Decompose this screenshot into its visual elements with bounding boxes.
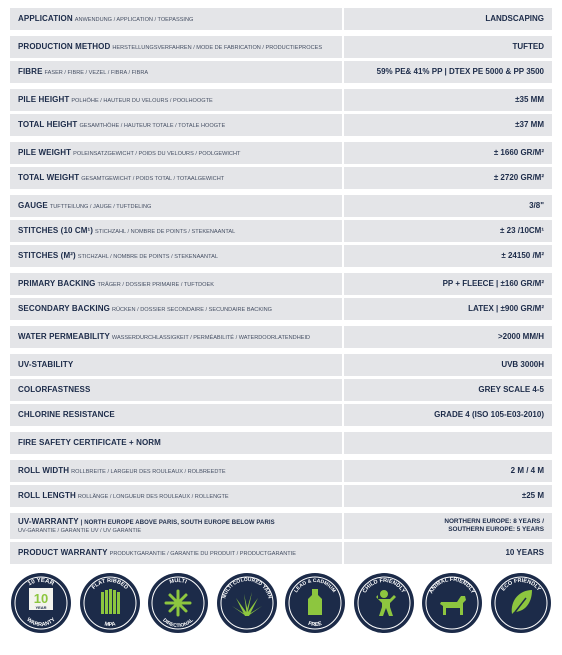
spec-label-translation: ROLLBREITE / LARGEUR DES ROULEAUX / ROLBREEDTE: [71, 469, 226, 475]
spec-value: 2 M / 4 M: [510, 466, 544, 475]
spec-row-uv-stability: [10, 354, 552, 376]
spec-label: [10, 279, 342, 289]
spec-label: [10, 438, 342, 448]
spec-label: [10, 491, 342, 501]
spec-value: 59% PE& 41% PP | DTEX PE 5000 & PP 3500: [376, 67, 544, 76]
spec-label-text: TOTAL WEIGHT: [18, 173, 80, 182]
spec-label: [10, 120, 342, 130]
spec-label: [10, 385, 342, 395]
spec-label-translation: WASSERDURCHLASSIGKEIT / PERMÉABILITÉ / WATERDOORLATENDHEID: [111, 335, 311, 341]
spec-label-text: STITCHES (10 CM¹): [18, 226, 94, 235]
spec-row-roll-length: [10, 485, 552, 507]
spec-label-translation: STICHZAHL / NOMBRE DE POINTS / STEKENAANTAL: [95, 229, 236, 235]
svg-text:DIRECTIONAL: DIRECTIONAL: [161, 617, 195, 630]
spec-label-translation: TUFTTEILUNG / JAUGE / TUFTDELING: [49, 204, 152, 210]
multi-coloured-yarn-badge-icon: [216, 572, 278, 634]
spec-label-text: FIRE SAFETY CERTIFICATE + NORM: [18, 438, 161, 447]
svg-text:10 YEAR: 10 YEAR: [27, 577, 55, 588]
spec-row-roll-width: [10, 460, 552, 482]
spec-row-gauge: [10, 195, 552, 217]
spec-label-text: PILE HEIGHT: [18, 95, 70, 104]
spec-label-text: GAUGE: [18, 201, 48, 210]
warranty-badge-icon: [10, 572, 72, 634]
spec-label-text: FIBRE: [18, 67, 43, 76]
spec-table: [10, 8, 552, 567]
spec-label: [10, 226, 342, 236]
spec-label-translation: GESAMTHÖHE / HAUTEUR TOTALE / TOTALE HOOGTE: [79, 123, 226, 129]
spec-label-translation: POLEINSATZGEWICHT / POIDS DU VELOURS / POOLGEWICHT: [73, 151, 241, 157]
spec-row-chlorine-resistance: [10, 404, 552, 426]
spec-label-translation: UV-GARANTIE / GARANTIE UV / UV GARANTIE: [18, 527, 142, 534]
spec-value: ± 2720 GR/M²: [493, 173, 544, 182]
spec-row-production-method: [10, 36, 552, 58]
spec-value: ± 23 /10CM¹: [500, 226, 544, 235]
spec-row-water-permeability: [10, 326, 552, 348]
spec-row-pile-weight: [10, 142, 552, 164]
spec-value: 10 YEARS: [505, 548, 544, 557]
spec-label-note: | NORTH EUROPE ABOVE PARIS, SOUTH EUROPE BELOW PARIS: [80, 520, 275, 527]
spec-label-translation: POLHÖHE / HAUTEUR DU VELOURS / POOLHOOGTE: [71, 98, 213, 104]
spec-row-product-warranty: [10, 542, 552, 564]
spec-value: [344, 518, 552, 534]
spec-label-text: PRIMARY BACKING: [18, 279, 96, 288]
spec-label: [10, 517, 342, 534]
spec-label-text: PILE WEIGHT: [18, 148, 72, 157]
spec-row-uv-warranty: [10, 513, 552, 539]
svg-text:FREE: FREE: [307, 620, 324, 629]
spec-row-total-weight: [10, 167, 552, 189]
spec-value: >2000 MM/H: [497, 332, 544, 341]
spec-label-text: UV-STABILITY: [18, 360, 74, 369]
spec-label-text: PRODUCT WARRANTY: [18, 548, 108, 557]
spec-label: [10, 67, 342, 77]
spec-label-text: TOTAL HEIGHT: [18, 120, 78, 129]
spec-label-text: APPLICATION: [18, 14, 73, 23]
spec-row-total-height: [10, 114, 552, 136]
spec-label: [10, 251, 342, 261]
spec-value-line: NORTHERN EUROPE: 8 YEARS /: [444, 518, 544, 525]
spec-label: [10, 173, 342, 183]
spec-label: [10, 360, 342, 370]
spec-row-pile-height: [10, 89, 552, 111]
spec-row-fibre: [10, 61, 552, 83]
spec-value-line: SOUTHERN EUROPE: 5 YEARS: [448, 526, 544, 533]
spec-label-text: WATER PERMEABILITY: [18, 332, 110, 341]
spec-row-primary-backing: [10, 273, 552, 295]
svg-text:ECO FRIENDLY: ECO FRIENDLY: [500, 577, 542, 593]
svg-text:10: 10: [33, 591, 49, 606]
spec-value: PP + FLEECE | ±160 GR/M²: [442, 279, 544, 288]
spec-value: LATEX | ±900 GR/M²: [468, 304, 544, 313]
spec-label: [10, 148, 342, 158]
feature-badges: [10, 568, 552, 638]
spec-label: [10, 42, 342, 52]
eco-friendly-badge-icon: [490, 572, 552, 634]
spec-label-translation: RÜCKEN / DOSSIER SECONDAIRE / SECUNDAIRE BACKING: [111, 307, 273, 313]
spec-label-translation: FASER / FIBRE / VEZEL / FIBRA / FIBRA: [44, 70, 149, 76]
spec-value: ±37 MM: [515, 120, 544, 129]
spec-label-translation: GESAMTGEWICHT / POIDS TOTAL / TOTAALGEWICHT: [81, 176, 225, 182]
spec-value: ± 24150 /M²: [501, 251, 544, 260]
spec-value: ±35 MM: [515, 95, 544, 104]
flat-ribbed-badge-icon: [79, 572, 141, 634]
child-friendly-badge-icon: [353, 572, 415, 634]
spec-label-text: CHLORINE RESISTANCE: [18, 410, 115, 419]
spec-label-translation: TRÄGER / DOSSIER PRIMAIRE / TUFTDOEK: [97, 282, 214, 288]
animal-friendly-badge-icon: [421, 572, 483, 634]
spec-label-translation: PRODUKTGARANTIE / GARANTIE DU PRODUIT / PRODUCTGARANTIE: [109, 551, 296, 557]
spec-row-stitches-m2: [10, 245, 552, 267]
spec-row-stitches-10cm: [10, 220, 552, 242]
spec-label-translation: ROLLÄNGE / LONGUEUR DES ROULEAUX / ROLLENGTE: [77, 494, 229, 500]
spec-label: [10, 14, 342, 24]
spec-row-fire-safety: [10, 432, 552, 454]
svg-text:FLAT RIBBED: FLAT RIBBED: [90, 577, 129, 591]
svg-text:MPA: MPA: [103, 621, 116, 629]
svg-text:MULTI COLOURED YARN: MULTI COLOURED YARN: [221, 576, 273, 600]
spec-label: [10, 466, 342, 476]
spec-label: [10, 410, 342, 420]
spec-label: [10, 304, 342, 314]
spec-row-secondary-backing: [10, 298, 552, 320]
svg-text:MULTI: MULTI: [169, 577, 188, 586]
spec-row-application: [10, 8, 552, 30]
spec-label-translation: ANWENDUNG / APPLICATION / TOEPASSING: [74, 17, 194, 23]
spec-label: [10, 201, 342, 211]
svg-text:CHILD FRIENDLY: CHILD FRIENDLY: [361, 577, 406, 595]
spec-label: [10, 332, 342, 342]
svg-text:LEAD & CADMIUM: LEAD & CADMIUM: [293, 577, 337, 594]
svg-text:YEAR: YEAR: [35, 605, 47, 610]
multi-directional-badge-icon: [147, 572, 209, 634]
spec-value: LANDSCAPING: [485, 14, 544, 23]
spec-label-text: ROLL WIDTH: [18, 466, 70, 475]
svg-text:WARRANTY: WARRANTY: [25, 616, 57, 629]
spec-label-text: STITCHES (M²): [18, 251, 76, 260]
spec-label-translation: HERSTELLUNGSVERFAHREN / MODE DE FABRICATION / PRODUCTIEPROCES: [112, 45, 323, 51]
spec-value: GREY SCALE 4-5: [478, 385, 544, 394]
spec-value: GRADE 4 (ISO 105-E03-2010): [434, 410, 544, 419]
spec-label-text: SECONDARY BACKING: [18, 304, 110, 313]
spec-value: TUFTED: [512, 42, 544, 51]
spec-label-text: UV-WARRANTY: [18, 517, 79, 527]
spec-row-colorfastness: [10, 379, 552, 401]
spec-value: ±25 M: [521, 491, 544, 500]
spec-label: [10, 95, 342, 105]
spec-value: UVB 3000H: [501, 360, 544, 369]
svg-text:ANIMAL FRIENDLY: ANIMAL FRIENDLY: [428, 576, 476, 595]
spec-value: 3/8": [529, 201, 544, 210]
lead-cadmium-free-badge-icon: [284, 572, 346, 634]
spec-label-text: ROLL LENGTH: [18, 491, 76, 500]
spec-label-text: PRODUCTION METHOD: [18, 42, 111, 51]
spec-label-text: COLORFASTNESS: [18, 385, 91, 394]
spec-value: ± 1660 GR/M²: [493, 148, 544, 157]
spec-label: [10, 548, 342, 558]
spec-label-translation: STICHZAHL / NOMBRE DE POINTS / STEKENAANTAL: [77, 254, 218, 260]
